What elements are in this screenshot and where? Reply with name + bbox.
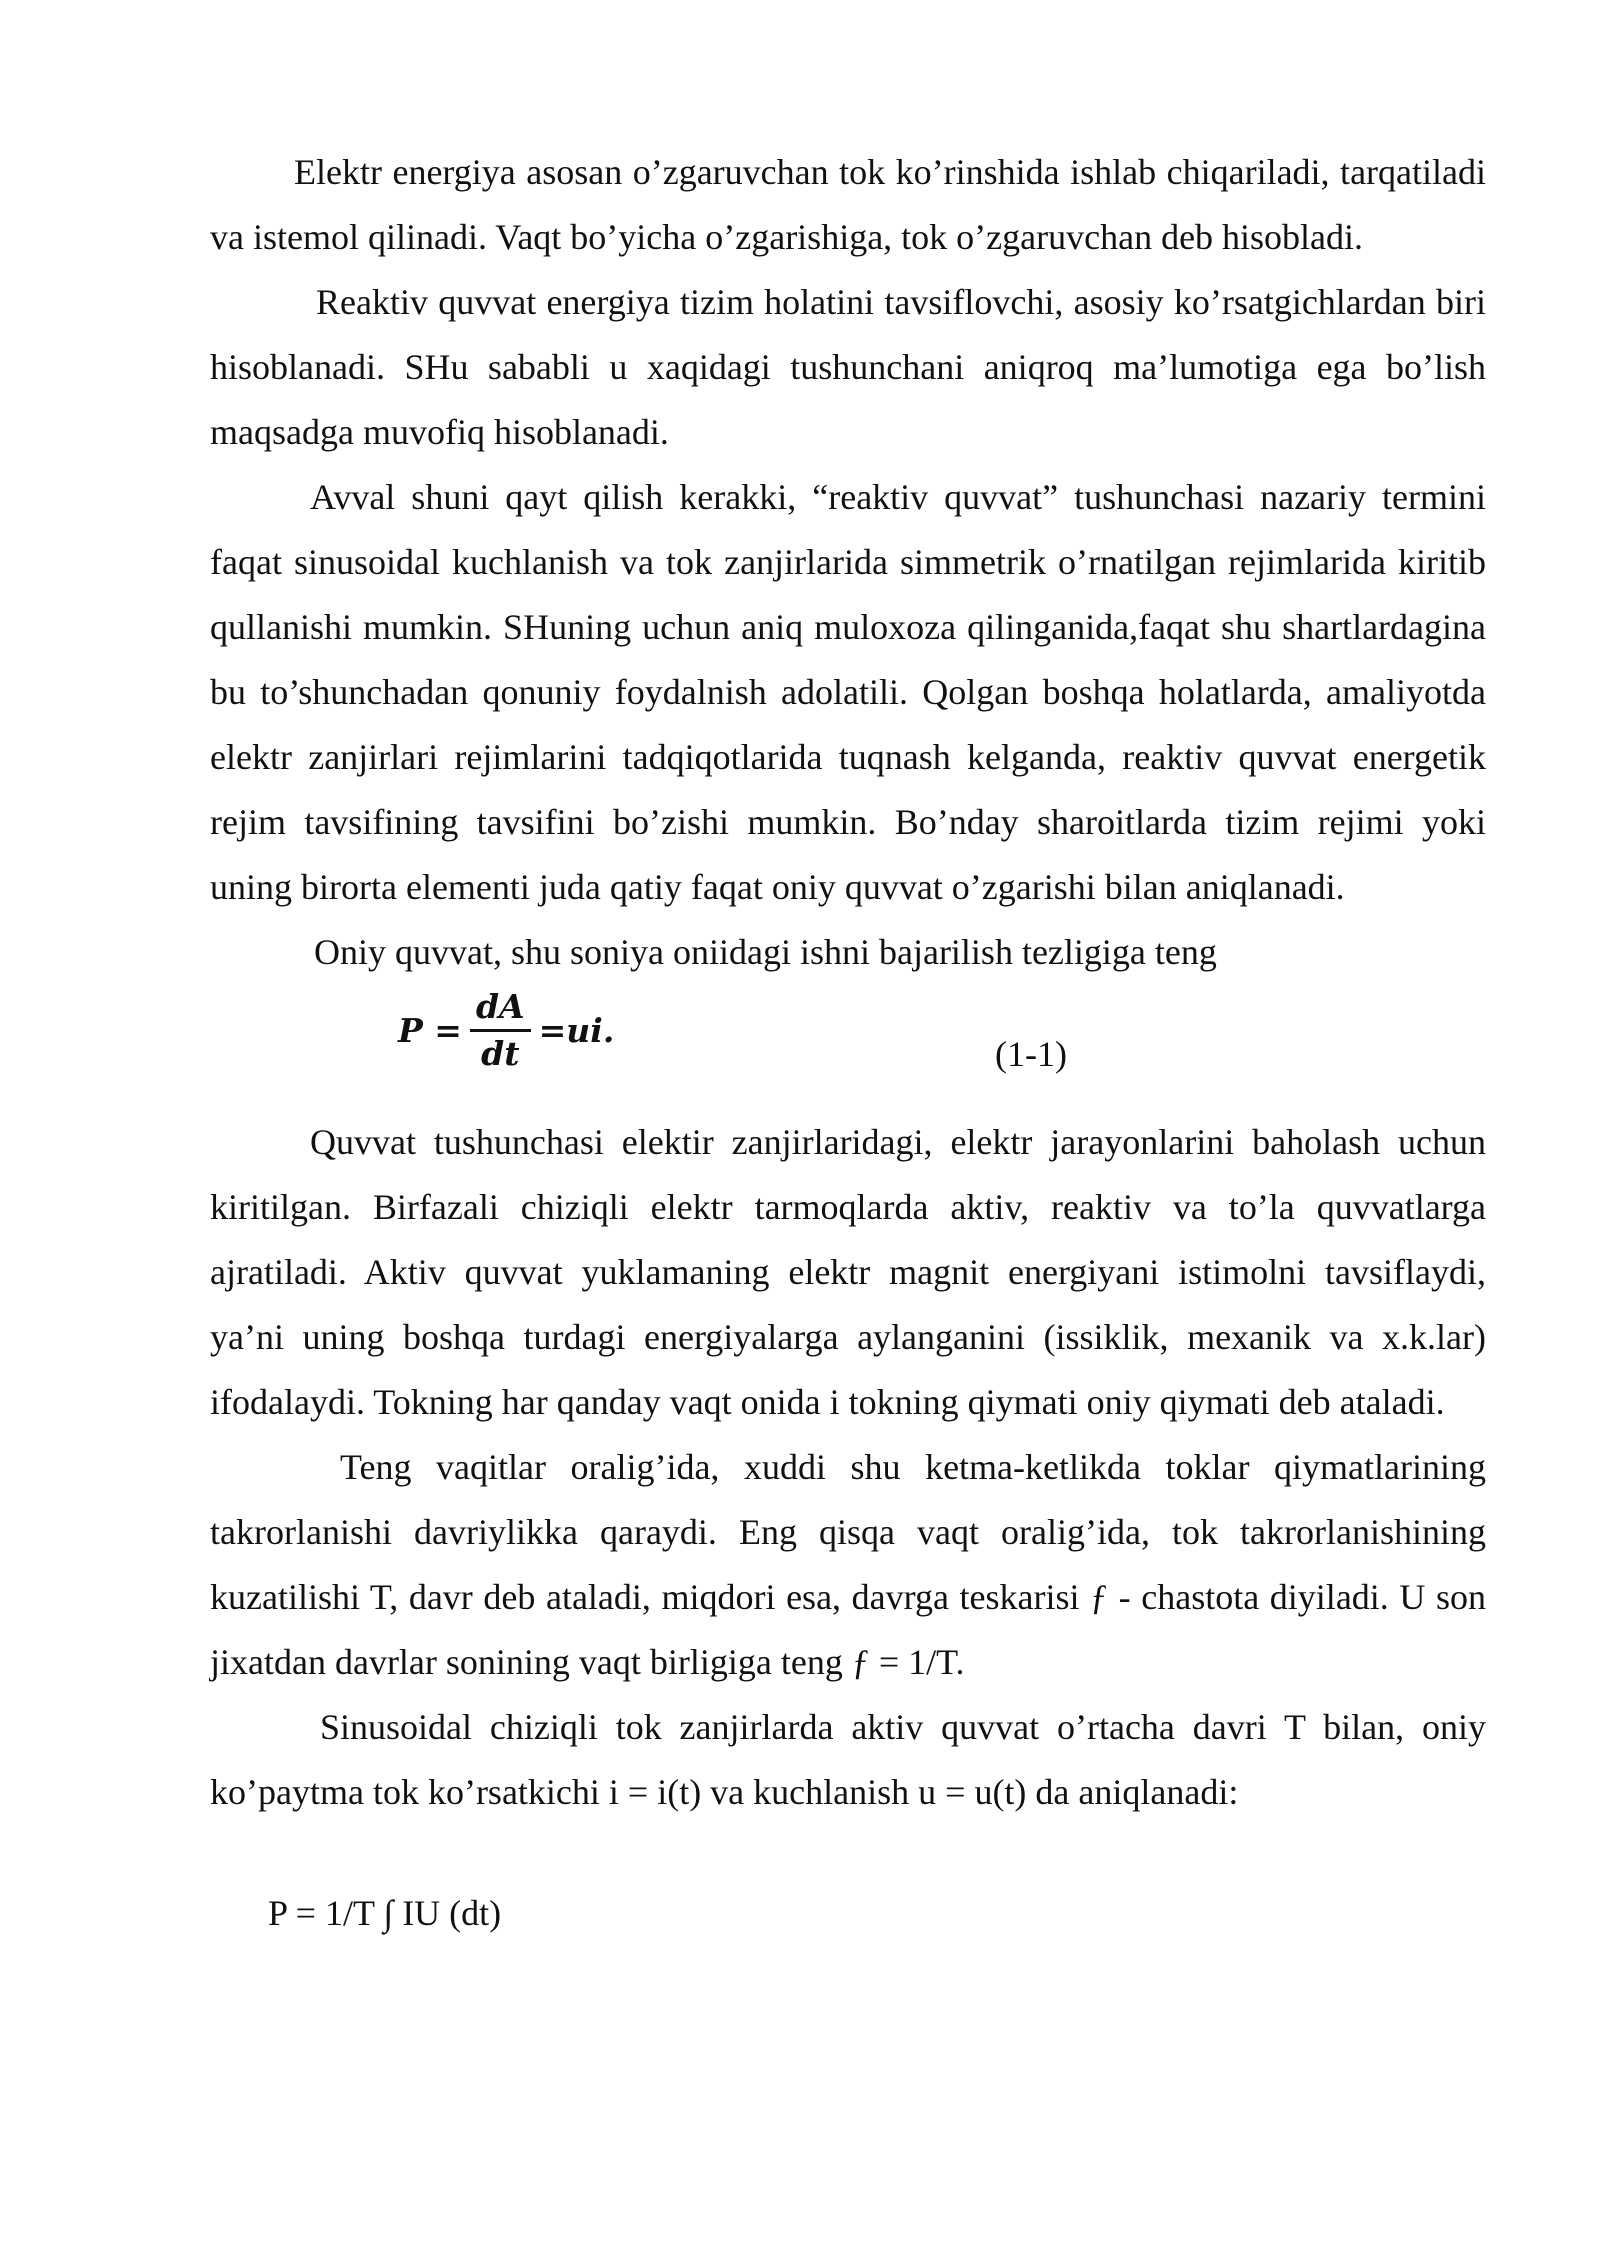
formula-lhs: P = — [398, 1011, 462, 1050]
paragraph-reactive-power: Reaktiv quvvat energiya tizim holatini tavsiflovchi, asosiy ko’rsatgichlardan biri hisoblanadi. SHu sababli u xaqidagi tushunchani aniqroq ma’lumotiga ega bo’lish maqsadga muvofiq hisoblanadi. — [210, 282, 1486, 452]
paragraph-instant-power: Oniy quvvat, shu soniya oniidagi ishni bajarilish tezligiga teng — [314, 932, 1217, 972]
equation-1-1 — [210, 985, 1486, 1110]
paragraph-reactive-term: Avval shuni qayt qilish kerakki, “reaktiv quvvat” tushunchasi nazariy termini faqat sinusoidal kuchlanish va tok zanjirlarida simmetrik o’rnatilgan rejimlarida kiritib qullanishi mumkin. SHuning uchun aniq muloxoza qilinganida,faqat shu shartlardagina bu to’shunchadan qonuniy foydalnish adolatili. Qolgan boshqa holatlarda, amaliyotda elektr zanjirlari rejimlarini tadqiqotlarida tuqnash kelganda, reaktiv quvvat energetik rejim tavsifining tavsifini bo’zishi mumkin. Bo’nday sharoitlarda tizim rejimi yoki uning birorta elementi juda qatiy faqat oniy quvvat o’zgarishi bilan aniqlanadi. — [210, 477, 1486, 907]
active-power-formula: P = 1/T ∫ IU (dt) — [268, 1893, 502, 1933]
formula-numerator: dA — [470, 987, 531, 1032]
formula-denominator: dt — [481, 1034, 520, 1073]
formula-fraction — [470, 987, 531, 1074]
document-page — [210, 140, 1486, 1946]
paragraph-intro: Elektr energiya asosan o’zgaruvchan tok ko’rinshida ishlab chiqariladi, tarqatiladi va istemol qilinadi. Vaqt bo’yicha o’zgarishiga, tok o’zgaruvchan deb hisobladi. — [210, 152, 1486, 257]
paragraph-power-concept: Quvvat tushunchasi elektir zanjirlaridagi, elektr jarayonlarini baholash uchun kiritilgan. Birfazali chiziqli elektr tarmoqlarda aktiv, reaktiv va to’la quvvatlarga ajratiladi. Aktiv quvvat yuklamaning elektr magnit energiyani istimolni tavsiflaydi, ya’ni uning boshqa turdagi energiyalarga aylanganini (issiklik, mexanik va x.k.lar) ifodalaydi. Tokning har qanday vaqt onida i tokning qiymati oniy qiymati deb ataladi. — [210, 1122, 1486, 1422]
paragraph-period-frequency: Teng vaqitlar oralig’ida, xuddi shu ketma-ketlikda toklar qiymatlarining takrorlanishi davriylikka qaraydi. Eng qisqa vaqt oralig’ida, tok takrorlanishining kuzatilishi T, davr deb ataladi, miqdori esa, davrga teskarisi ƒ - chastota diyiladi. U son jixatdan davrlar sonining vaqt birligiga teng ƒ = 1/T. — [210, 1447, 1486, 1682]
paragraph-active-power: Sinusoidal chiziqli tok zanjirlarda aktiv quvvat o’rtacha davri T bilan, oniy ko’paytma tok ko’rsatkichi i = i(t) va kuchlanish u = u(t) da aniqlanadi: — [210, 1707, 1486, 1812]
formula-rhs: =ui. — [538, 1011, 615, 1050]
equation-number: (1-1) — [995, 1034, 1067, 1074]
power-formula — [398, 987, 614, 1074]
